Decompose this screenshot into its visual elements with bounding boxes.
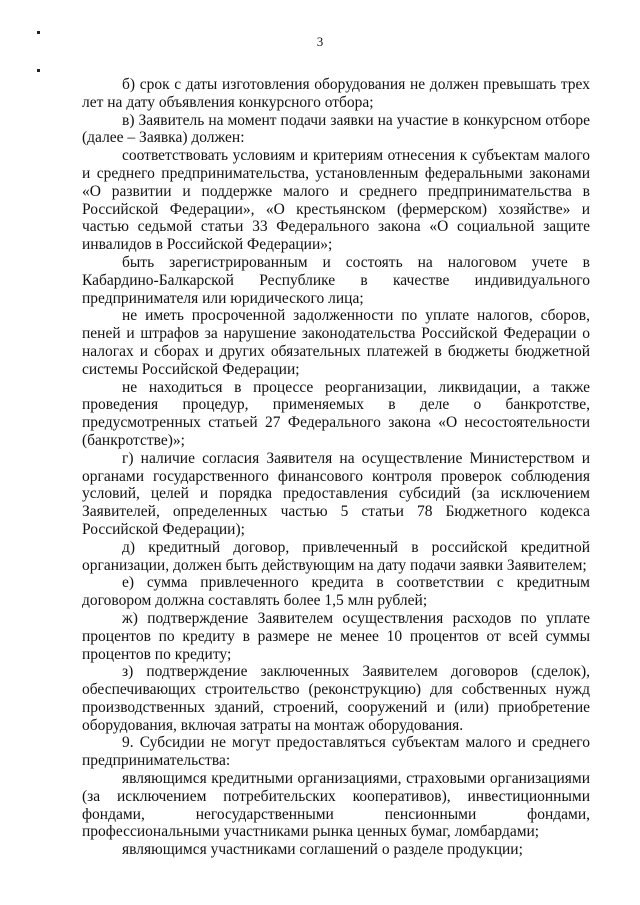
- scan-dot-mark: [37, 69, 40, 72]
- document-body: [82, 76, 590, 859]
- paragraph-item-b: б) срок с даты изготовления оборудования не должен превышать трех лет на дату объявления конкурсного отбора;: [82, 76, 590, 111]
- paragraph-item-g: г) наличие согласия Заявителя на осуществление Министерством и органами государственного финансового контроля проверок соблюдения условий, целей и порядка предоставления субсидий (за исключением Заявителей, определенных частью 5 статьи 78 Бюджетного кодекса Российской Федерации);: [82, 449, 590, 538]
- paragraph-registration: быть зарегистрированным и состоять на налоговом учете в Кабардино-Балкарской Республике в качестве индивидуального предпринимателя или юридического лица;: [82, 253, 590, 307]
- paragraph-credit-organizations: являющимся кредитными организациями, страховыми организациями (за исключением потребительских кооперативов), инвестиционными фондами, негосударственными пенсионными фондами, профессиональными участниками рынка ценных бумаг, ломбардами;: [82, 770, 590, 841]
- paragraph-section-9: 9. Субсидии не могут предоставляться субъектам малого и среднего предпринимательства:: [82, 734, 590, 770]
- paragraph-item-d: д) кредитный договор, привлеченный в российской кредитной организации, должен быть действующим на дату подачи заявки Заявителем;: [82, 538, 590, 574]
- paragraph-production-sharing: являющимся участниками соглашений о разделе продукции;: [122, 841, 523, 859]
- paragraph-no-tax-debt: не иметь просроченной задолженности по уплате налогов, сборов, пеней и штрафов за нарушение законодательства Российской Федерации о налогах и сборах и других обязательных платежей в бюджеты бюджетной системы Российской Федерации;: [82, 307, 590, 378]
- paragraph-item-zh: ж) подтверждение Заявителем осуществления расходов по уплате процентов по кредиту в размере не менее 10 процентов от всей суммы процентов по кредиту;: [82, 609, 590, 663]
- paragraph-sme-criteria: соответствовать условиям и критериям отнесения к субъектам малого и среднего предпринимательства, установленным федеральными законами «О развитии и поддержке малого и среднего предпринимательства в Российской Федерации», «О крестьянском (фермерском) хозяйстве» и частью седьмой статьи 33 Федерального закона «О социальной защите инвалидов в Российской Федерации»;: [82, 147, 590, 254]
- paragraph-item-e: е) сумма привлеченного кредита в соответствии с кредитным договором должна составлять более 1,5 млн рублей;: [82, 574, 590, 610]
- page-number: 3: [316, 34, 324, 49]
- paragraph-no-reorganization: не находиться в процессе реорганизации, ликвидации, а также проведения процедур, применяемых в деле о банкротстве, предусмотренных статьей 27 Федерального закона «О несостоятельности (банкротстве)»;: [82, 378, 590, 449]
- paragraph-item-z: з) подтверждение заключенных Заявителем договоров (сделок), обеспечивающих строительство (реконструкцию) для собственных нужд производственных зданий, строений, сооружений и (или) приобретение оборудования, включая затраты на монтаж оборудования.: [82, 663, 590, 734]
- paragraph-item-v: в) Заявитель на момент подачи заявки на участие в конкурсном отборе (далее – Заявка) должен:: [82, 111, 590, 147]
